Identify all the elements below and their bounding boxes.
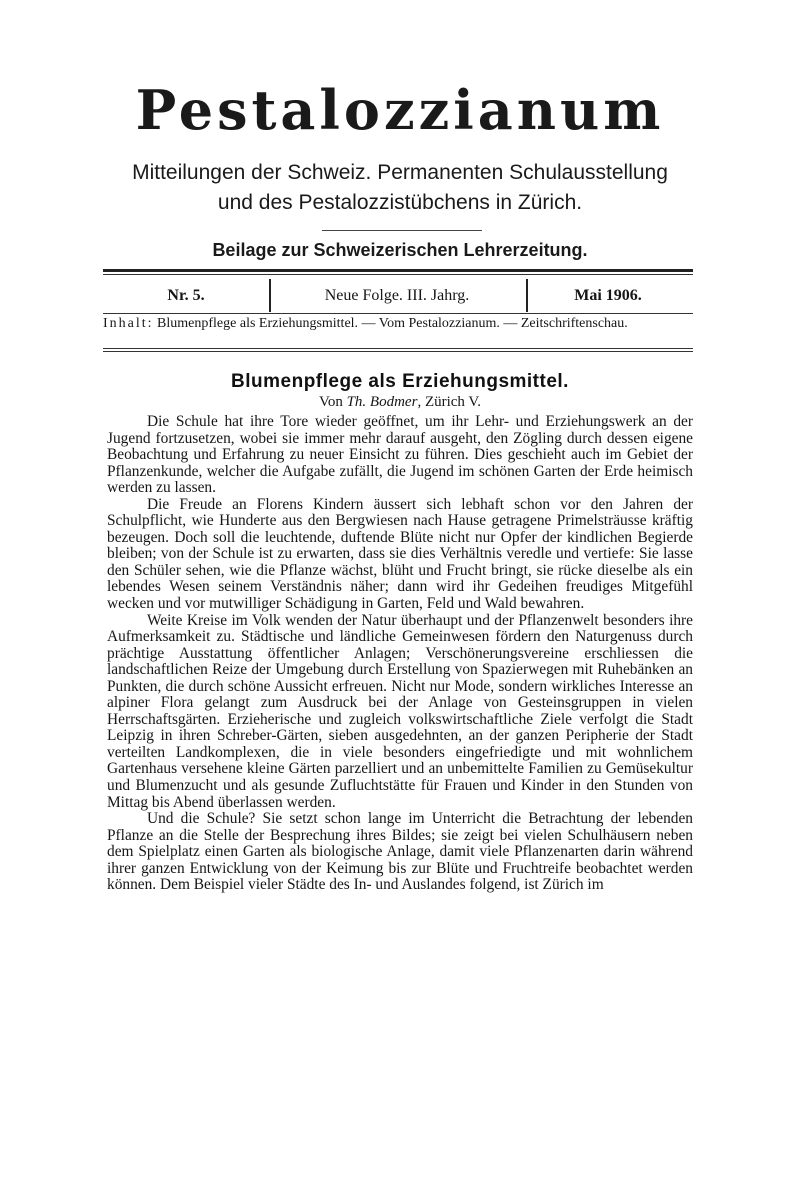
subtitle-line-1: Mitteilungen der Schweiz. Permanenten Schulausstellung (132, 161, 668, 184)
contents-rule-top (103, 313, 693, 314)
header-rule-thick (103, 269, 693, 272)
byline-suffix: , Zürich V. (417, 394, 482, 410)
byline-prefix: Von (318, 394, 343, 410)
issue-date: Mai 1906. (574, 286, 642, 304)
paragraph: Weite Kreise im Volk wenden der Natur überhaupt und der Pflanzenwelt besonders ihre Aufmerksamkeit zu. Städtische und ländliche Gemeinwesen fördern den Naturgenuss durch prächtige Ausstattung öffentlicher Anlagen; Verschönerungsvereine erschliessen die landschaftlichen Reize der Umgebung durch Erstellung von Spazierwegen mit Ruhebänken an Punkten, die durch schöne Aussicht erfreuen. Nicht nur Mode, sondern wirkliches Interesse an alpiner Flora gelangt zum Ausdruck bei der Anlage von Gesteinsgruppen in vielen Herrschaftsgärten. Erzieherische und zugleich volkswirtschaftliche Ziele verfolgt die Stadt Leipzig in ihren Schreber-Gärten, sieben ausgedehnten, an der ganzen Peripherie der Stadt verteilten Landkomplexen, die in viele besonders eingefriedigte und mit wohnlichem Gartenhaus versehene kleine Gärten parzelliert und an unbemittelte Familien zu Gemüsekultur und Blumenzucht und als gesunde Zufluchtstätte für Frauen und Kinder in den Stunden von Mittag bis Abend überlassen werden. (107, 611, 693, 811)
article-title: Blumenpflege als Erziehungsmittel. (231, 371, 569, 392)
issue-divider-left (269, 279, 271, 312)
contents-rule-bottom-2 (103, 351, 693, 352)
short-divider (322, 230, 482, 231)
contents-label: Inhalt: (103, 316, 154, 331)
article-body (107, 414, 693, 894)
issue-number: Nr. 5. (167, 286, 205, 304)
issue-series: Neue Folge. III. Jahrg. (324, 286, 470, 304)
paragraph: Die Freude an Florens Kindern äussert sich lebhaft schon vor den Jahren der Schulpflicht, wie Hunderte aus den Bergwiesen nach Hause getragene Primelsträusse kräftig bezeugen. Doch soll die leuchtende, duftende Blüte nicht nur Opfer der kindlichen Begierde bleiben; von der Schule ist zu erwarten, dass sie dies Verhältnis veredle und vertiefe: Sie lasse den Schüler sehen, wie die Pflanze wächst, blüht und Frucht bringt, sie rücke dieselbe als ein lebendes Wesen seinem Verständnis näher; dann wird ihr Gedeihen freudiges Mitgefühl wecken und vor mutwilliger Schädigung in Garten, Feld und Wald bewahren. (107, 495, 693, 613)
header-rule-thin (103, 274, 693, 275)
subtitle-line-2: und des Pestalozzistübchens in Zürich. (217, 191, 583, 214)
paragraph: Die Schule hat ihre Tore wieder geöffnet, um ihr Lehr- und Erziehungswerk an der Jugend fortzusetzen, wobei sie immer mehr darauf ausgeht, den Zögling durch dessen eigene Beobachtung und Erfahrung zu neuer Einsicht zu führen. Dies geschieht auch im Gebiet der Pflanzenkunde, welcher die Aufgabe zufällt, die Jugend im schönen Garten der Erde heimisch werden zu lassen. (107, 413, 693, 497)
supplement-line: Beilage zur Schweizerischen Lehrerzeitung. (212, 240, 588, 260)
table-of-contents (103, 316, 693, 332)
byline-author: Th. Bodmer (346, 394, 418, 410)
paragraph: Und die Schule? Sie setzt schon lange im Unterricht die Betrachtung der lebenden Pflanze an die Stelle der Besprechung ihres Bildes; sie zeigt bei vielen Schulhäusern neben dem Spielplatz einen Garten als biologische Anlage, damit viele Pflanzenarten darin während ihrer ganzen Entwicklung von der Keimung bis zur Blüte und Fruchtreife beobachtet werden können. Dem Beispiel vieler Städte des In- und Auslandes folgend, ist Zürich im (107, 810, 693, 894)
contents-text: Blumenpflege als Erziehungsmittel. — Vom Pestalozzianum. — Zeitschriftenschau. (157, 316, 628, 331)
contents-rule-bottom-1 (103, 348, 693, 349)
issue-divider-right (526, 279, 528, 312)
issue-info-row (103, 279, 693, 312)
masthead-title: Pestalozzianum (135, 78, 665, 142)
article-byline (0, 394, 800, 411)
